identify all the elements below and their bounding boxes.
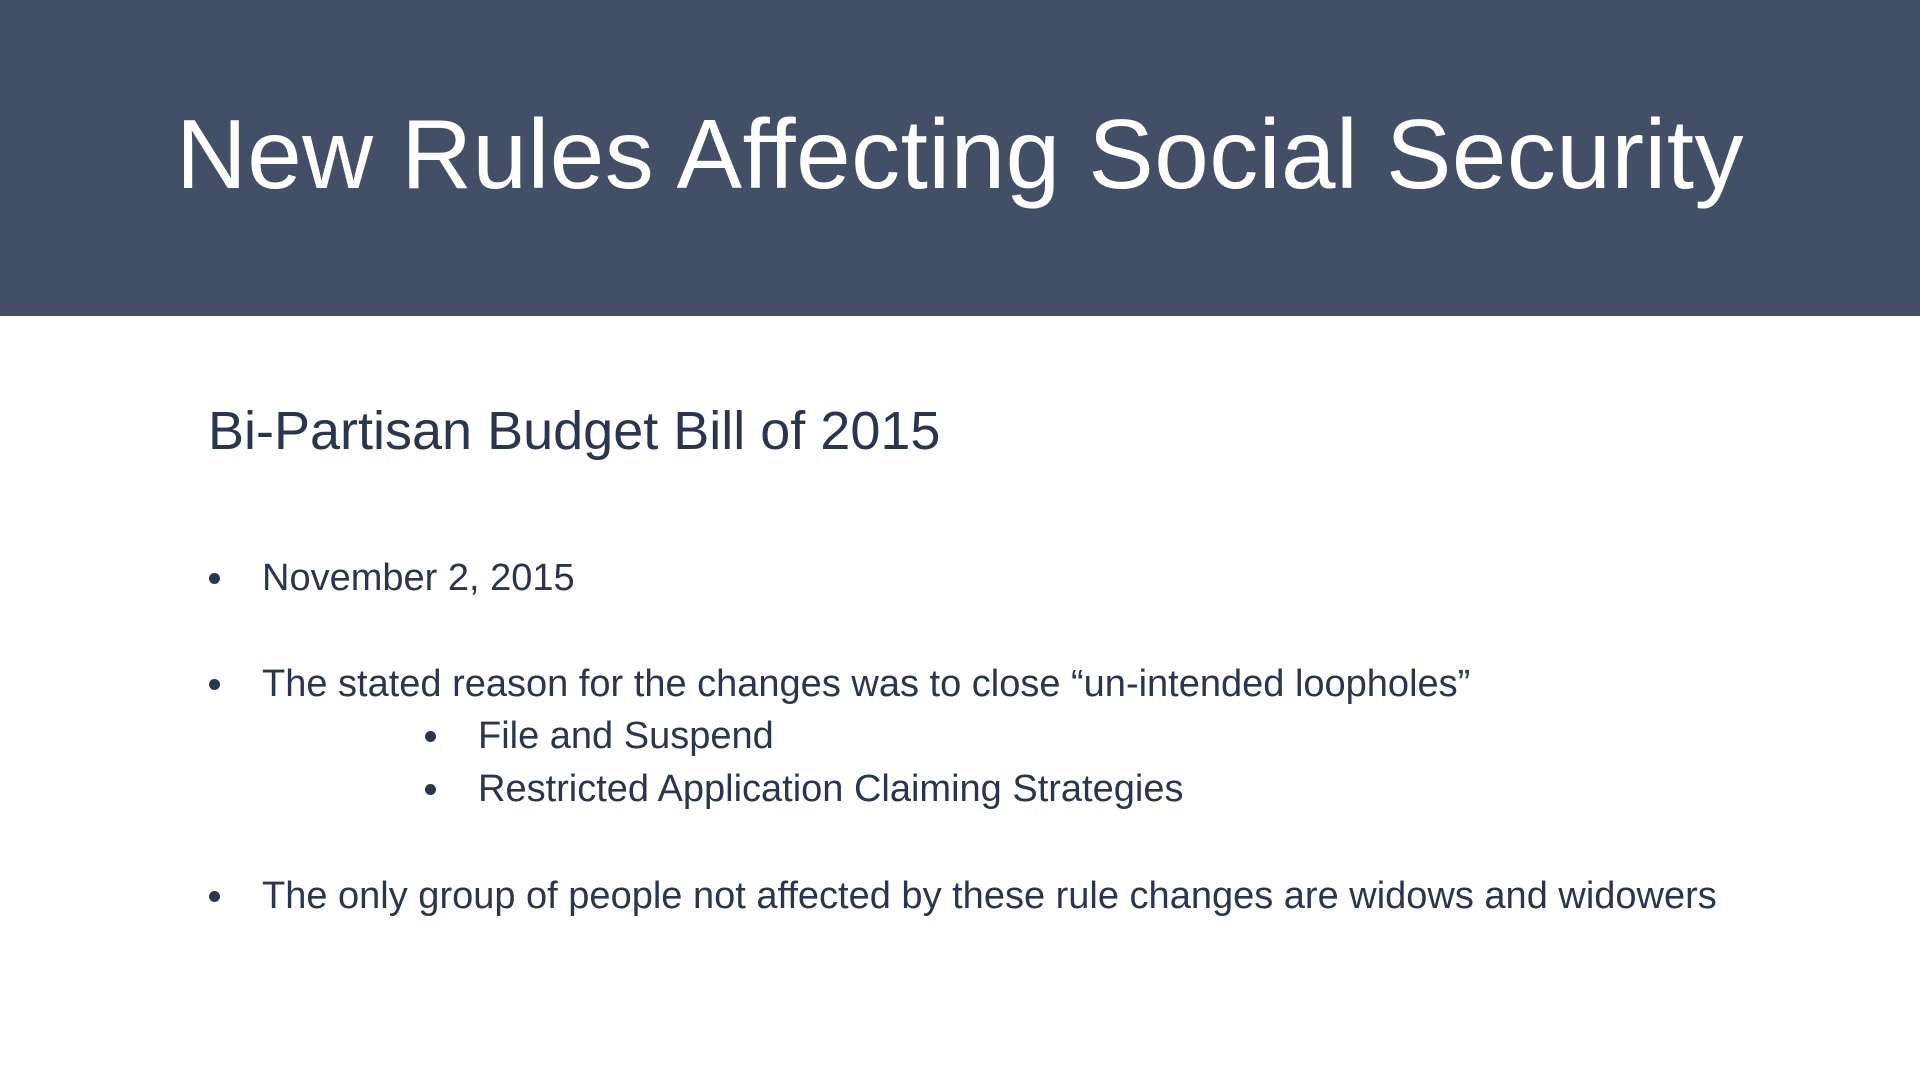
slide-subtitle: Bi-Partisan Budget Bill of 2015 (208, 401, 941, 461)
bullet-dot-icon (209, 573, 220, 584)
bullet-dot-icon (209, 679, 220, 690)
sub-bullet-text: File and Suspend (478, 715, 774, 757)
slide-title: New Rules Affecting Social Security (175, 98, 1745, 209)
bullet-text: The stated reason for the changes was to close “un-intended loopholes” (262, 663, 1471, 705)
sub-bullet-text: Restricted Application Claiming Strategies (478, 768, 1184, 810)
bullet-dot-icon (209, 891, 220, 902)
bullet-dot-icon (425, 784, 436, 795)
bullet-text: The only group of people not affected by these rule changes are widows and widowers (262, 875, 1717, 917)
bullet-text: November 2, 2015 (262, 557, 575, 599)
bullet-dot-icon (425, 731, 436, 742)
